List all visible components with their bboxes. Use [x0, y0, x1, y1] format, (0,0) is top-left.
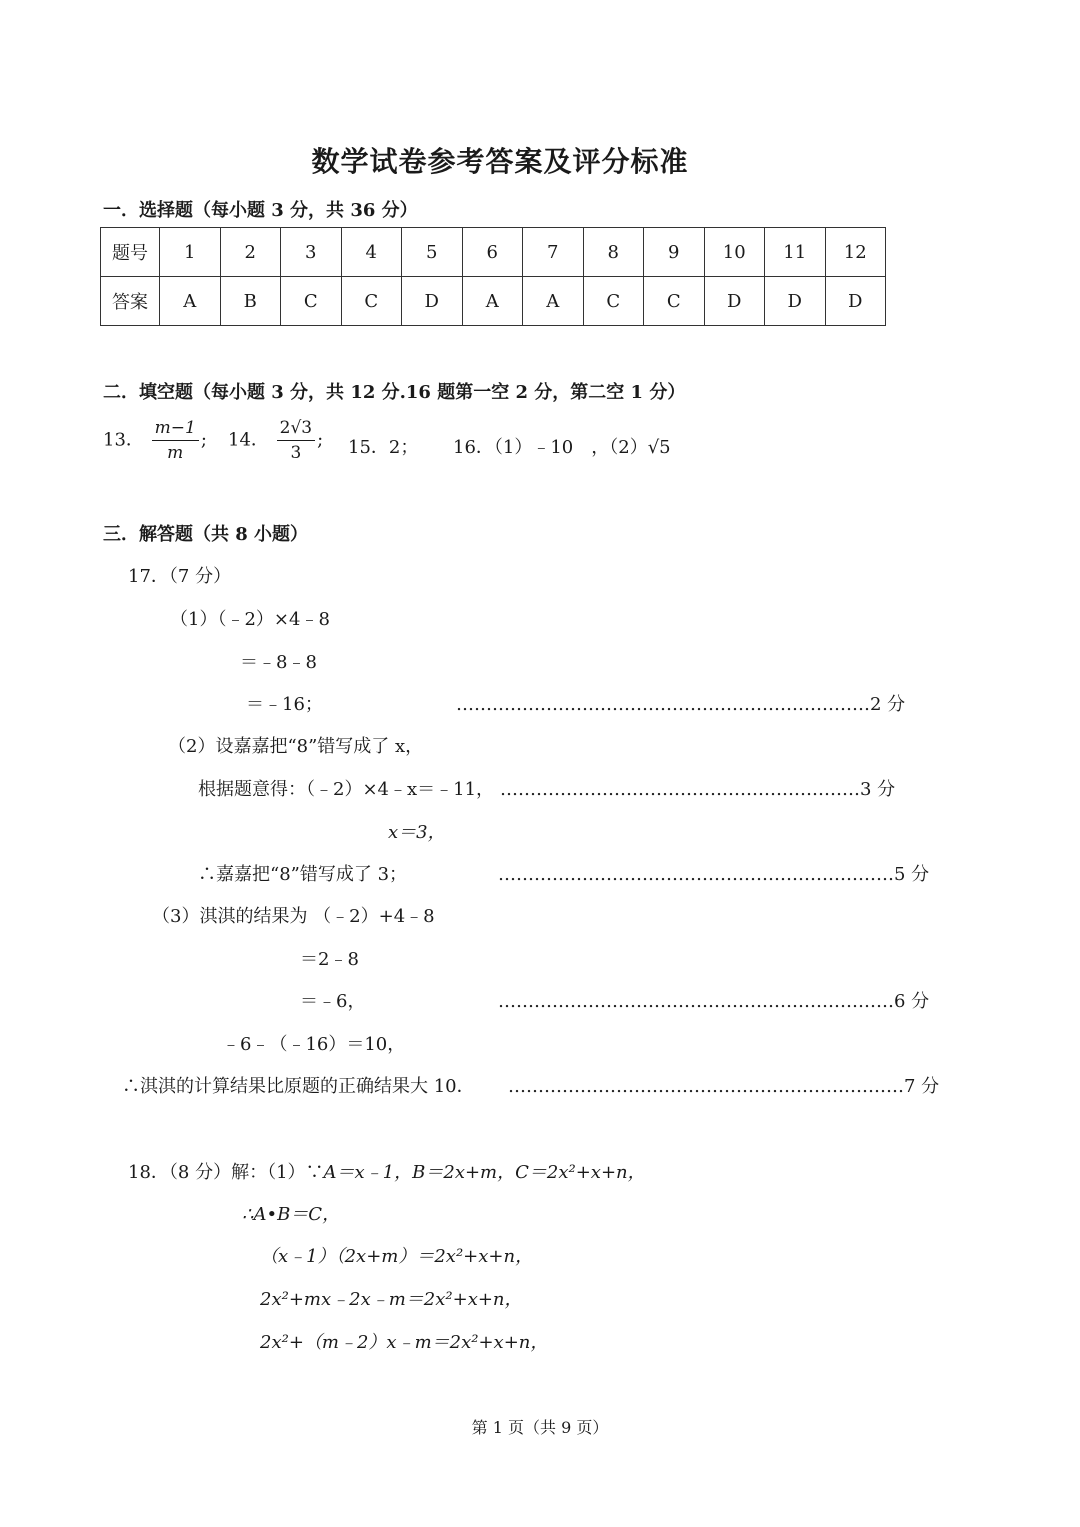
q17-line: （2）设嘉嘉把“8”错写成了 x，: [168, 736, 424, 757]
table-cell: C: [644, 277, 705, 326]
table-cell: 8: [583, 228, 644, 277]
score-marker: ……………………………………………………………2 分: [456, 694, 906, 715]
q13-numerator: m−1: [152, 418, 199, 441]
q14-fraction: [277, 418, 315, 463]
q17-line: ＝﹣6，: [300, 991, 366, 1012]
table-cell: D: [765, 277, 826, 326]
q18-line: 2x²+mx﹣2x﹣m＝2x²+x+n，: [260, 1289, 523, 1310]
q14-numerator: 2√3: [277, 418, 315, 441]
q14-end: ;: [317, 429, 324, 451]
row-label: 题号: [101, 228, 160, 277]
q18-line: ∴A•B＝C，: [242, 1204, 341, 1225]
q14-label: 14．: [228, 429, 269, 451]
table-cell: C: [583, 277, 644, 326]
table-cell: 11: [765, 228, 826, 277]
table-cell: A: [462, 277, 523, 326]
table-cell: A: [160, 277, 221, 326]
score-marker: …………………………………………………………6 分: [498, 991, 930, 1012]
table-cell: 6: [462, 228, 523, 277]
q18-equation: A＝x﹣1，B＝2x+m，C＝2x²+x+n，: [323, 1162, 646, 1183]
table-cell: C: [341, 277, 402, 326]
table-cell: C: [281, 277, 342, 326]
q15-answer: 15．2；: [348, 437, 419, 458]
table-cell: 5: [402, 228, 463, 277]
q17-line: ＝2﹣8: [300, 949, 359, 970]
section2-heading: 二．填空题（每小题 3 分，共 12 分.16 题第一空 2 分，第二空 1 分）: [103, 382, 686, 403]
table-cell: D: [825, 277, 886, 326]
q17-line: 根据题意得：（﹣2）×4﹣x＝﹣11，: [198, 779, 495, 800]
table-cell: B: [220, 277, 281, 326]
table-row: [101, 228, 886, 277]
table-cell: 4: [341, 228, 402, 277]
q17-line: x＝3，: [388, 822, 446, 843]
section1-heading: 一．选择题（每小题 3 分，共 36 分）: [103, 200, 418, 221]
table-cell: A: [523, 277, 584, 326]
q17-line: ∴嘉嘉把“8”错写成了 3；: [198, 864, 408, 885]
q17-line: （1）（﹣2）×4﹣8: [170, 609, 330, 630]
q17-line: （3）淇淇的结果为 （﹣2）+4﹣8: [152, 906, 435, 927]
q17-title: 17．（7 分）: [128, 566, 232, 587]
q18-line: [128, 1158, 646, 1184]
q16-answer: 16．（1）﹣10 ，（2）√5: [453, 437, 671, 458]
q17-line: ＝﹣16；: [246, 694, 323, 715]
q13-fraction: [152, 418, 199, 463]
table-cell: 7: [523, 228, 584, 277]
q17-line: ＝﹣8﹣8: [240, 652, 317, 673]
q13-denominator: m: [167, 443, 184, 463]
q14-denominator: 3: [290, 443, 302, 463]
q13-end: ;: [200, 429, 207, 451]
page-title: 数学试卷参考答案及评分标准: [311, 145, 689, 178]
q13-label: 13．: [103, 429, 144, 451]
score-marker: …………………………………………………………7 分: [508, 1076, 940, 1097]
q18-line: 2x²+（m﹣2）x﹣m＝2x²+x+n，: [260, 1332, 549, 1353]
table-cell: 12: [825, 228, 886, 277]
answer-table: [100, 227, 886, 326]
table-cell: 9: [644, 228, 705, 277]
score-marker: ……………………………………………………3 分: [500, 779, 896, 800]
table-cell: 1: [160, 228, 221, 277]
q17-line: ∴淇淇的计算结果比原题的正确结果大 10．: [122, 1076, 475, 1097]
page-footer: 第 1 页（共 9 页）: [471, 1418, 609, 1437]
table-cell: D: [402, 277, 463, 326]
table-cell: 10: [704, 228, 765, 277]
q14-answer: [228, 418, 323, 463]
table-cell: 2: [220, 228, 281, 277]
q18-prefix: 18．（8 分）解：（1）∵: [128, 1162, 324, 1183]
section3-heading: 三．解答题（共 8 小题）: [103, 524, 309, 545]
table-row: [101, 277, 886, 326]
q13-answer: [103, 418, 207, 463]
q17-line: ﹣6﹣（﹣16）＝10，: [222, 1034, 406, 1055]
row-label: 答案: [101, 277, 160, 326]
table-cell: D: [704, 277, 765, 326]
table-cell: 3: [281, 228, 342, 277]
score-marker: …………………………………………………………5 分: [498, 864, 930, 885]
q18-line: （x﹣1）（2x+m）＝2x²+x+n，: [260, 1246, 534, 1267]
